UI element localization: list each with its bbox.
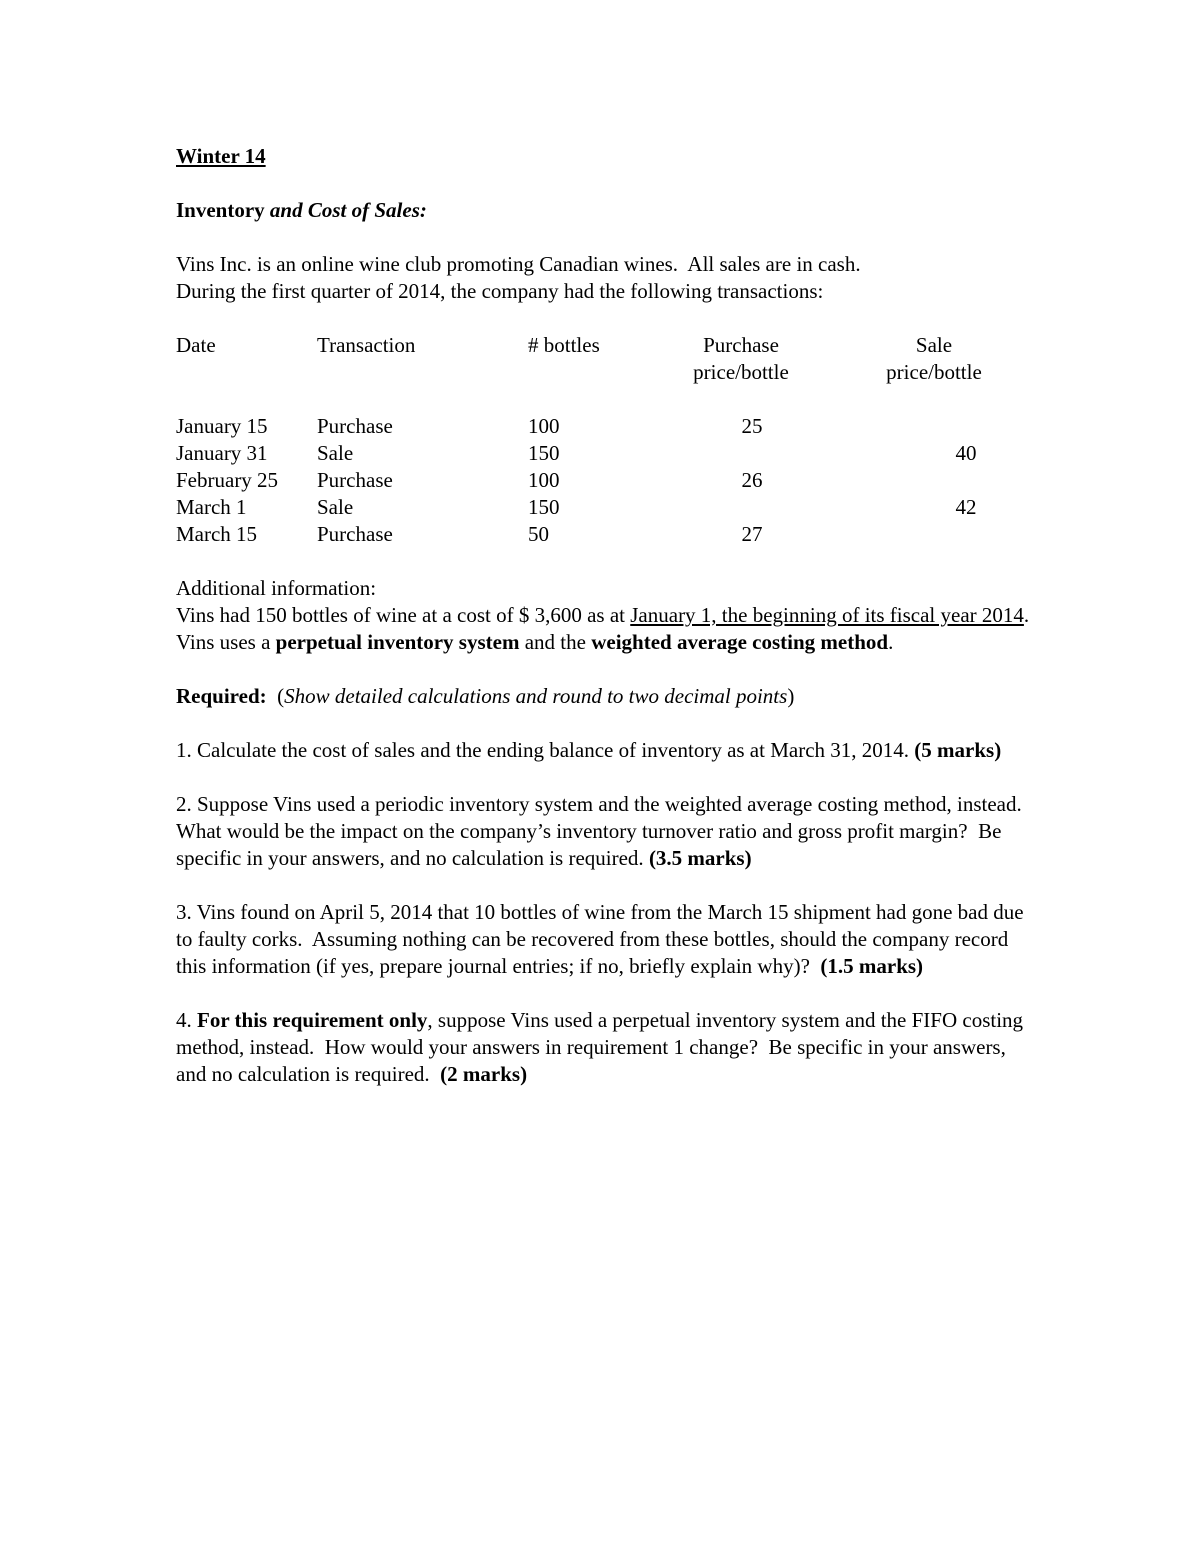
table-row [176,494,1036,521]
intro-line1: Vins Inc. is an online wine club promoting Canadian wines. All sales are in cash. [176,252,861,276]
question-3 [176,899,1036,980]
row-transaction: Sale [317,441,354,465]
perpetual-system-bold: perpetual inventory system [275,630,520,654]
row-bottles: 150 [528,495,560,519]
row-date: January 15 [176,414,268,438]
row-date: January 31 [176,441,268,465]
doc-title: Winter 14 [176,144,266,168]
transactions-table [176,332,1036,548]
table-row [176,413,1036,440]
intro-line2: During the first quarter of 2014, the company had the following transactions: [176,279,824,303]
required-label: Required: [176,684,267,708]
heading-part1: Inventory [176,198,270,222]
row-bottles: 50 [528,522,549,546]
row-transaction: Purchase [317,414,393,438]
row-sale-price: 40 [955,441,977,465]
row-date: March 15 [176,522,258,546]
fiscal-year-underlined: January 1, the beginning of its fiscal year 2014 [630,603,1024,627]
question-4-text: , suppose Vins used a perpetual inventory system and the FIFO costing method, instead. How would your answers in requirement 1 change? Be specific in your answers, and no calculation is required. [176,1008,1029,1086]
section-heading [176,197,1036,224]
additional-information [176,575,1040,656]
table-spacer [176,386,1036,413]
header-bottles: # bottles [528,333,600,357]
additional-text [176,602,1040,656]
question-3-text: 3. Vins found on April 5, 2014 that 10 bottles of wine from the March 15 shipment had gone bad due to faulty corks. Assuming nothing can be recovered from these bottles, should the company record this information (if yes, prepare journal entries; if no, briefly explain why)? [176,900,1029,978]
header-purchase-price-1: Purchase [703,333,779,357]
header-purchase-price-2: price/bottle [693,360,789,384]
question-1 [176,737,1036,764]
additional-text-1: Vins had 150 bottles of wine at a cost of $ 3,600 as at [176,603,631,627]
additional-text-7: . [888,630,894,654]
header-date: Date [176,333,216,357]
question-2 [176,791,1036,872]
row-bottles: 100 [528,468,560,492]
table-row [176,521,1036,548]
additional-label: Additional information: [176,576,377,600]
document-page [176,143,1040,1088]
table-row [176,467,1036,494]
question-4-bold: For this requirement only [197,1008,428,1032]
row-purchase-price: 27 [741,522,763,546]
header-transaction: Transaction [317,333,416,357]
additional-text-3: . Vins uses a [176,603,1040,654]
table-header-row [176,332,1036,359]
question-2-marks: (3.5 marks) [648,846,752,870]
required-line [176,683,1036,710]
heading-part2: and Cost of Sales: [269,198,427,222]
question-1-text: 1. Calculate the cost of sales and the ending balance of inventory as at March 31, 2014. [176,738,915,762]
question-1-marks: (5 marks) [914,738,1002,762]
row-transaction: Purchase [317,468,393,492]
header-sale-price-2: price/bottle [886,360,982,384]
row-purchase-price: 25 [741,414,763,438]
question-3-marks: (1.5 marks) [820,954,924,978]
costing-method-bold: weighted average costing method [591,630,889,654]
required-open-paren: ( [266,684,285,708]
question-4 [176,1007,1036,1088]
additional-text-5: and the [519,630,592,654]
row-date: February 25 [176,468,279,492]
row-bottles: 150 [528,441,560,465]
row-transaction: Sale [317,495,354,519]
required-note: Show detailed calculations and round to two decimal points [284,684,788,708]
question-4-number: 4. [176,1008,197,1032]
table-row [176,440,1036,467]
row-date: March 1 [176,495,247,519]
row-bottles: 100 [528,414,560,438]
question-2-text: 2. Suppose Vins used a periodic inventory system and the weighted average costing method, instead. What would be the impact on the company’s inventory turnover ratio and gross profit margin? Be specific in your answers, and no calculation is required. [176,792,1032,870]
row-sale-price: 42 [955,495,977,519]
row-transaction: Purchase [317,522,393,546]
intro-paragraph [176,251,1036,305]
required-close-paren: ) [787,684,795,708]
question-4-marks: (2 marks) [440,1062,528,1086]
header-sale-price-1: Sale [915,333,953,357]
row-purchase-price: 26 [741,468,763,492]
table-header-row-2 [176,359,1036,386]
